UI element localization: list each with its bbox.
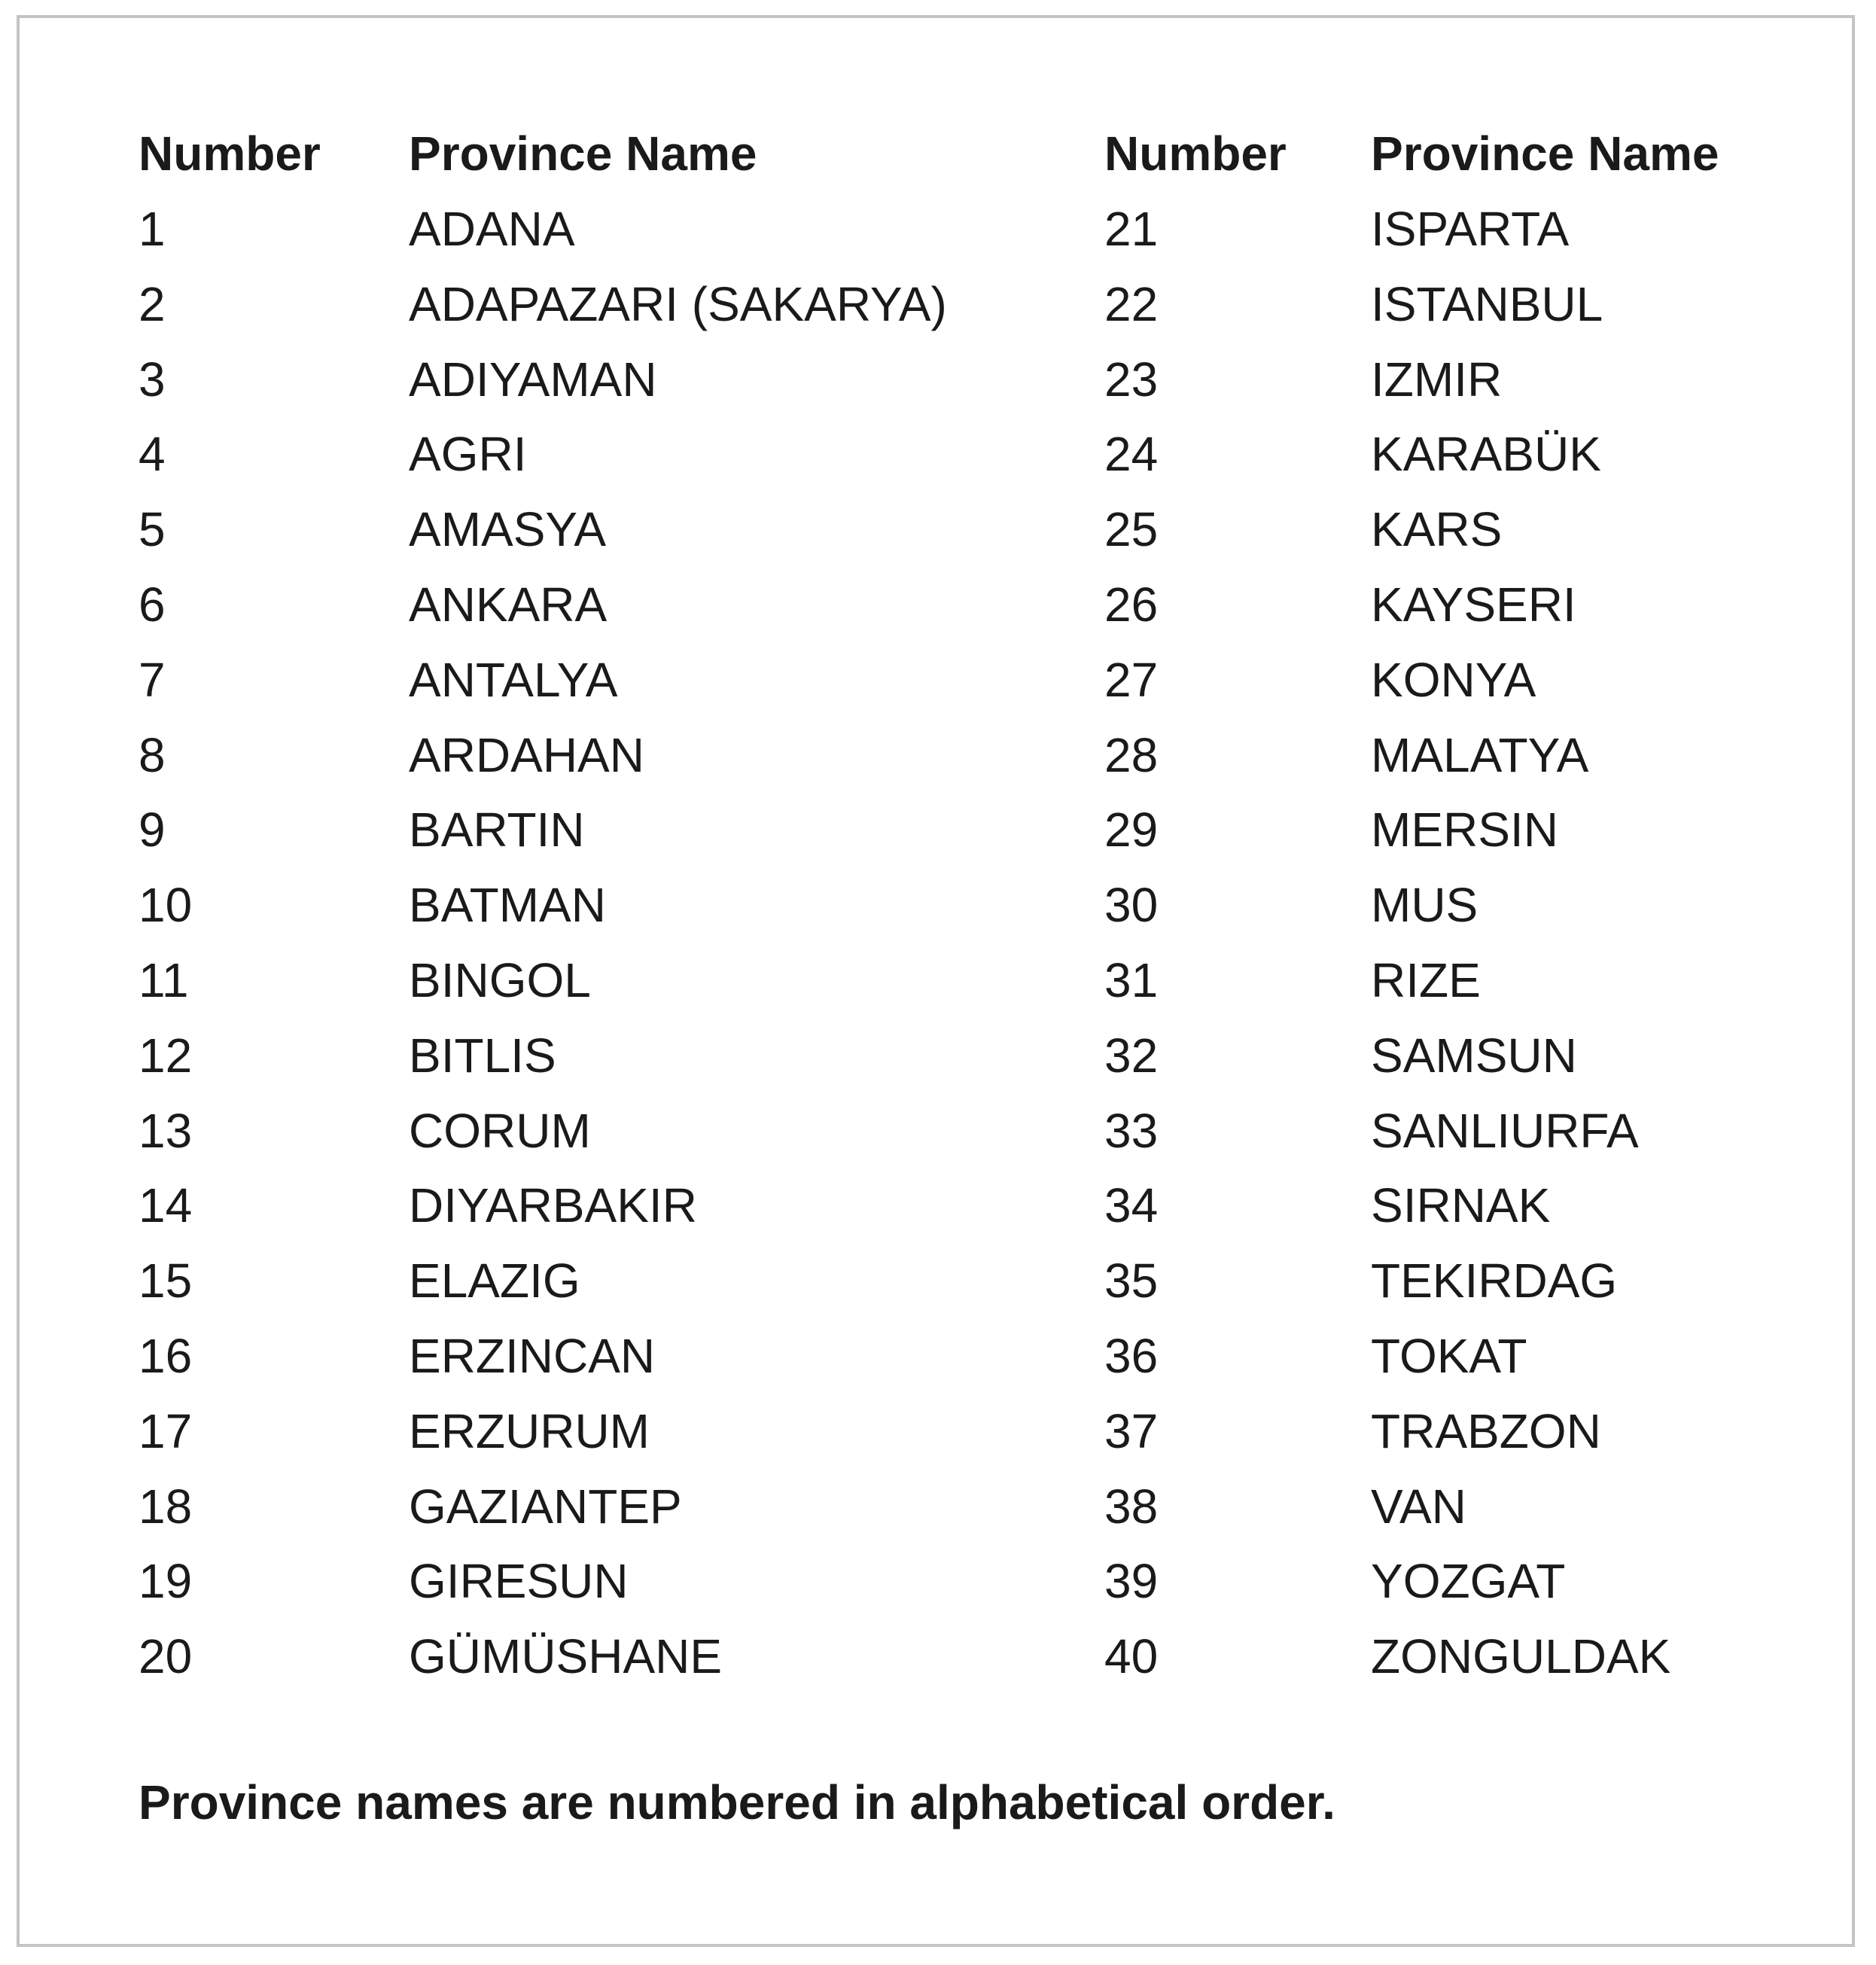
province-name: DIYARBAKIR [409,1178,697,1233]
province-name: KAYSERI [1371,577,1576,632]
province-name: ELAZIG [409,1254,580,1308]
province-number: 13 [139,1103,193,1158]
province-name: CORUM [409,1103,591,1158]
province-name: BINGOL [409,953,591,1007]
province-name: ADAPAZARI (SAKARYA) [409,276,947,331]
province-number: 40 [1104,1629,1159,1684]
province-name: ARDAHAN [409,727,644,782]
province-number: 23 [1104,352,1159,407]
province-name: KARABÜK [1371,427,1601,482]
province-number: 25 [1104,502,1159,557]
province-number: 36 [1104,1329,1159,1383]
province-name: MUS [1371,878,1479,933]
province-number: 11 [139,953,189,1007]
province-number: 38 [1104,1479,1159,1534]
province-name: SANLIURFA [1371,1103,1639,1158]
province-number: 9 [139,803,166,858]
right-name-header: Province Name [1371,126,1719,181]
province-name: ISTANBUL [1371,276,1603,331]
province-number: 26 [1104,577,1159,632]
province-name: ANTALYA [409,652,618,707]
province-name: ZONGULDAK [1371,1629,1671,1684]
province-name: SIRNAK [1371,1178,1551,1233]
province-number: 14 [139,1178,193,1233]
province-name: ERZINCAN [409,1329,656,1383]
province-number: 22 [1104,276,1159,331]
left-name-header: Province Name [409,126,757,181]
province-number: 24 [1104,427,1159,482]
province-number: 4 [139,427,166,482]
province-number: 10 [139,878,193,933]
province-name: IZMIR [1371,352,1503,407]
province-number: 6 [139,577,166,632]
province-name: ANKARA [409,577,608,632]
province-number: 37 [1104,1403,1159,1458]
province-number: 29 [1104,803,1159,858]
province-name: ERZURUM [409,1403,650,1458]
province-name: GAZIANTEP [409,1479,682,1534]
province-number: 5 [139,502,166,557]
province-name: ADANA [409,202,575,256]
province-name: ADIYAMAN [409,352,657,407]
province-name: BATMAN [409,878,606,933]
province-number: 27 [1104,652,1159,707]
document-frame [17,15,1855,1947]
province-name: MALATYA [1371,727,1589,782]
right-number-header: Number [1104,126,1287,181]
province-number: 12 [139,1028,193,1083]
province-number: 28 [1104,727,1159,782]
province-number: 15 [139,1254,193,1308]
province-number: 30 [1104,878,1159,933]
province-name: GIRESUN [409,1554,629,1609]
province-name: AGRI [409,427,527,482]
province-name: GÜMÜSHANE [409,1629,723,1684]
province-number: 39 [1104,1554,1159,1609]
province-number: 31 [1104,953,1159,1007]
footnote: Province names are numbered in alphabetical order. [139,1775,1335,1829]
province-number: 3 [139,352,166,407]
province-name: KONYA [1371,652,1536,707]
province-number: 7 [139,652,166,707]
province-name: BITLIS [409,1028,556,1083]
province-name: TRABZON [1371,1403,1601,1458]
province-name: BARTIN [409,803,585,858]
province-number: 34 [1104,1178,1159,1233]
province-number: 2 [139,276,166,331]
province-number: 16 [139,1329,193,1383]
province-name: MERSIN [1371,803,1558,858]
province-number: 32 [1104,1028,1159,1083]
province-number: 18 [139,1479,193,1534]
province-name: VAN [1371,1479,1466,1534]
province-number: 21 [1104,202,1159,256]
province-name: ISPARTA [1371,202,1570,256]
province-name: AMASYA [409,502,606,557]
province-number: 35 [1104,1254,1159,1308]
province-number: 1 [139,202,166,256]
province-number: 19 [139,1554,193,1609]
province-number: 20 [139,1629,193,1684]
province-number: 8 [139,727,166,782]
province-name: YOZGAT [1371,1554,1566,1609]
province-number: 33 [1104,1103,1159,1158]
province-number: 17 [139,1403,193,1458]
province-name: KARS [1371,502,1503,557]
province-name: TEKIRDAG [1371,1254,1618,1308]
province-name: SAMSUN [1371,1028,1577,1083]
left-number-header: Number [139,126,321,181]
province-name: RIZE [1371,953,1481,1007]
province-name: TOKAT [1371,1329,1527,1383]
